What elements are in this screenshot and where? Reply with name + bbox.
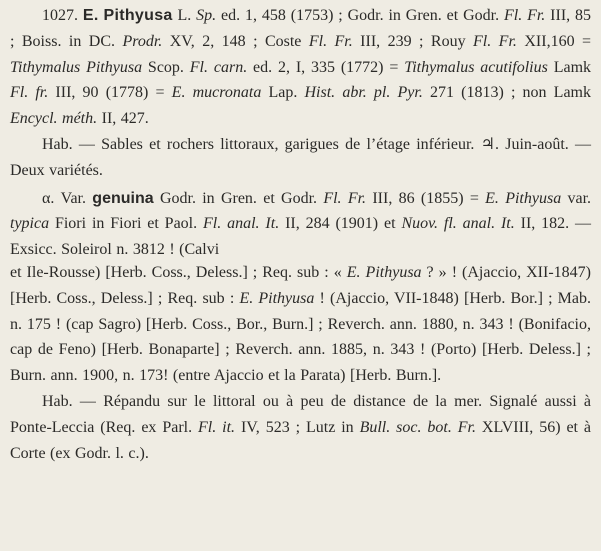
variety-name: genuina — [92, 189, 154, 207]
variety-label: α. Var. — [42, 189, 86, 207]
citation-text: L. Sp. ed. 1, 458 (1753) ; Godr. in Gren. et Godr. Fl. Fr. III, 85 ; Boiss. in DC. Prodr. XV, 2, 148 ; Coste Fl. Fr. III, 239 ; Rouy Fl. Fr. XII,160 = Tithymalus Pithyusa Scop. Fl. carn. ed. 2, I, 335 (1772) = Tithymalus acutifolius Lamk Fl. fr. III, 90 (1778) = E. mucronata Lap. Hist. abr. pl. Pyr. 271 (1813) ; non Lamk Encycl. méth. II, 427. — [10, 7, 592, 128]
genus-abbr: E. — [82, 7, 99, 24]
variety-paragraph-bottom: et Ile-Rousse) [Herb. Coss., Deless.] ; Req. sub : « E. Pithyusa ? » ! (Ajaccio, XII-1847) [Herb. Coss., Deless.] ; Req. sub : E. Pithyusa ! (Ajaccio, VII-1848) [Herb. Bor.] ; Mab. n. 175 ! (cap Sagro) [Herb. Coss., Bor., Burn.] ; Reverch. ann. 1880, n. 343 ! (Bonifacio, cap de Feno) [Herb. Bonaparte] ; Reverch. ann. 1885, n. 343 ! (Porto) [Herb. Deless.] ; Burn. ann. 1900, n. 173! (entre Ajaccio et la Parata) [Herb. Burn.]. — [10, 264, 592, 385]
variety-continuation — [10, 260, 591, 466]
variety-text-top: Godr. in Gren. et Godr. Fl. Fr. III, 86 (1855) = E. Pithyusa var. typica Fiori in Fiori et Paol. Fl. anal. It. II, 284 (1901) et Nuov. fl. anal. It. II, 182. — Exsicc. Soleirol n. 3812 ! (Calvi — [10, 189, 592, 259]
species-name: Pithyusa — [103, 7, 173, 24]
entry-number: 1027. — [42, 7, 78, 24]
species-citation-paragraph — [10, 3, 591, 132]
variety-paragraph-top — [10, 186, 591, 263]
variety-habitat: Hab. — Répandu sur le littoral ou à peu de distance de la mer. Signalé aussi à Ponte-Leccia (Req. ex Parl. Fl. it. IV, 523 ; Lutz in Bull. soc. bot. Fr. XLVIII, 56) et à Corte (ex Godr. l. c.). — [10, 392, 592, 462]
species-entry — [10, 3, 591, 263]
species-habitat: Hab. — Sables et rochers littoraux, garigues de l’étage inférieur. ♃. Juin-août. — Deux variétés. — [10, 135, 591, 179]
